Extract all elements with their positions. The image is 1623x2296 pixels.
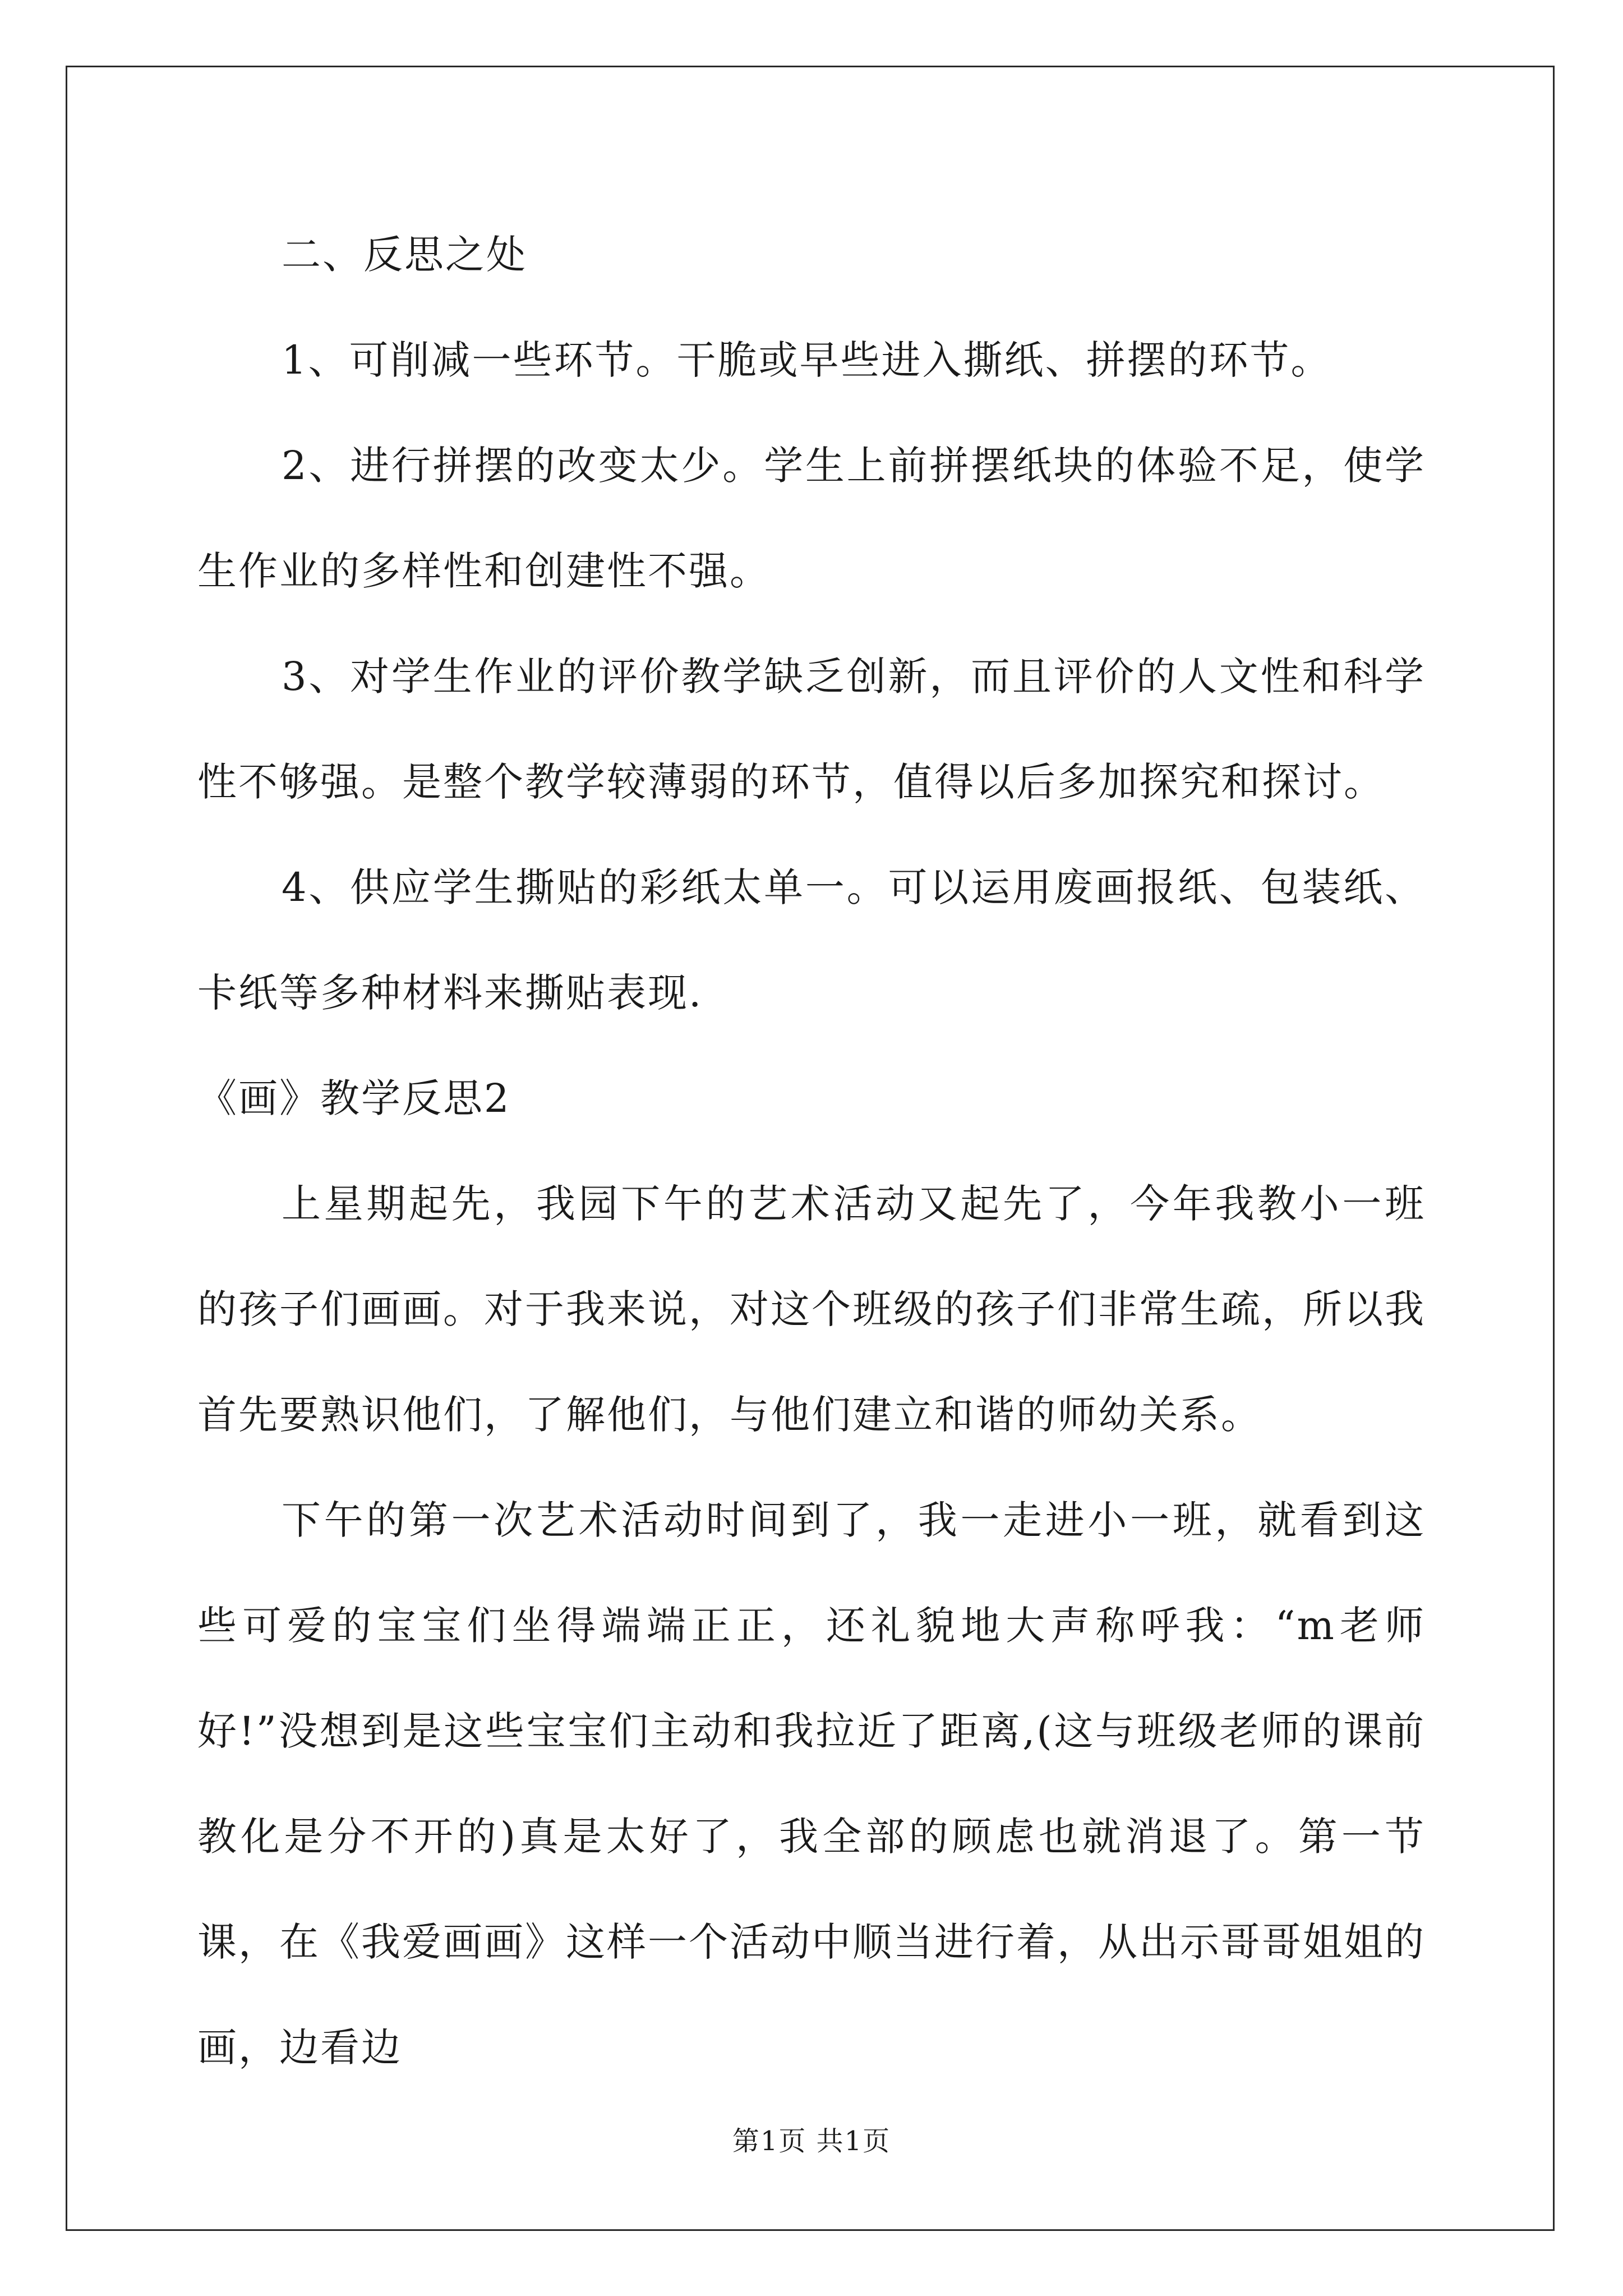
paragraph-body-1: 上星期起先，我园下午的艺术活动又起先了，今年我教小一班的孩子们画画。对于我来说，对这个班级的孩子们非常生疏，所以我首先要熟识他们，了解他们，与他们建立和谐的师幼关系。	[197, 1181, 1426, 1438]
paragraph-point-2: 2、进行拼摆的改变太少。学生上前拼摆纸块的体验不足，使学生作业的多样性和创建性不强。	[197, 443, 1426, 594]
page-number-footer: 第1页 共1页	[732, 2125, 891, 2157]
paragraph-point-1: 1、可削减一些环节。干脆或早些进入撕纸、拼摆的环节。	[282, 337, 1332, 383]
document-body	[197, 202, 1426, 2100]
paragraph-point-4: 4、供应学生撕贴的彩纸太单一。可以运用废画报纸、包装纸、卡纸等多种材料来撕贴表现.	[197, 864, 1426, 1016]
essay-title: 《画》教学反思2	[197, 1075, 511, 1121]
paragraph-point-3: 3、对学生作业的评价教学缺乏创新，而且评价的人文性和科学性不够强。是整个教学较薄弱的环节，值得以后多加探究和探讨。	[197, 654, 1426, 805]
section-heading-reflection: 二、反思之处	[282, 232, 527, 278]
paragraph-body-2: 下午的第一次艺术活动时间到了，我一走进小一班，就看到这些可爱的宝宝们坐得端端正正，还礼貌地大声称呼我：“m老师好!”没想到是这些宝宝们主动和我拉近了距离,(这与班级老师的课前教化是分不开的)真是太好了，我全部的顾虑也就消退了。第一节课，在《我爱画画》这样一个活动中顺当进行着，从出示哥哥姐姐的画，边看边	[197, 1497, 1426, 2070]
